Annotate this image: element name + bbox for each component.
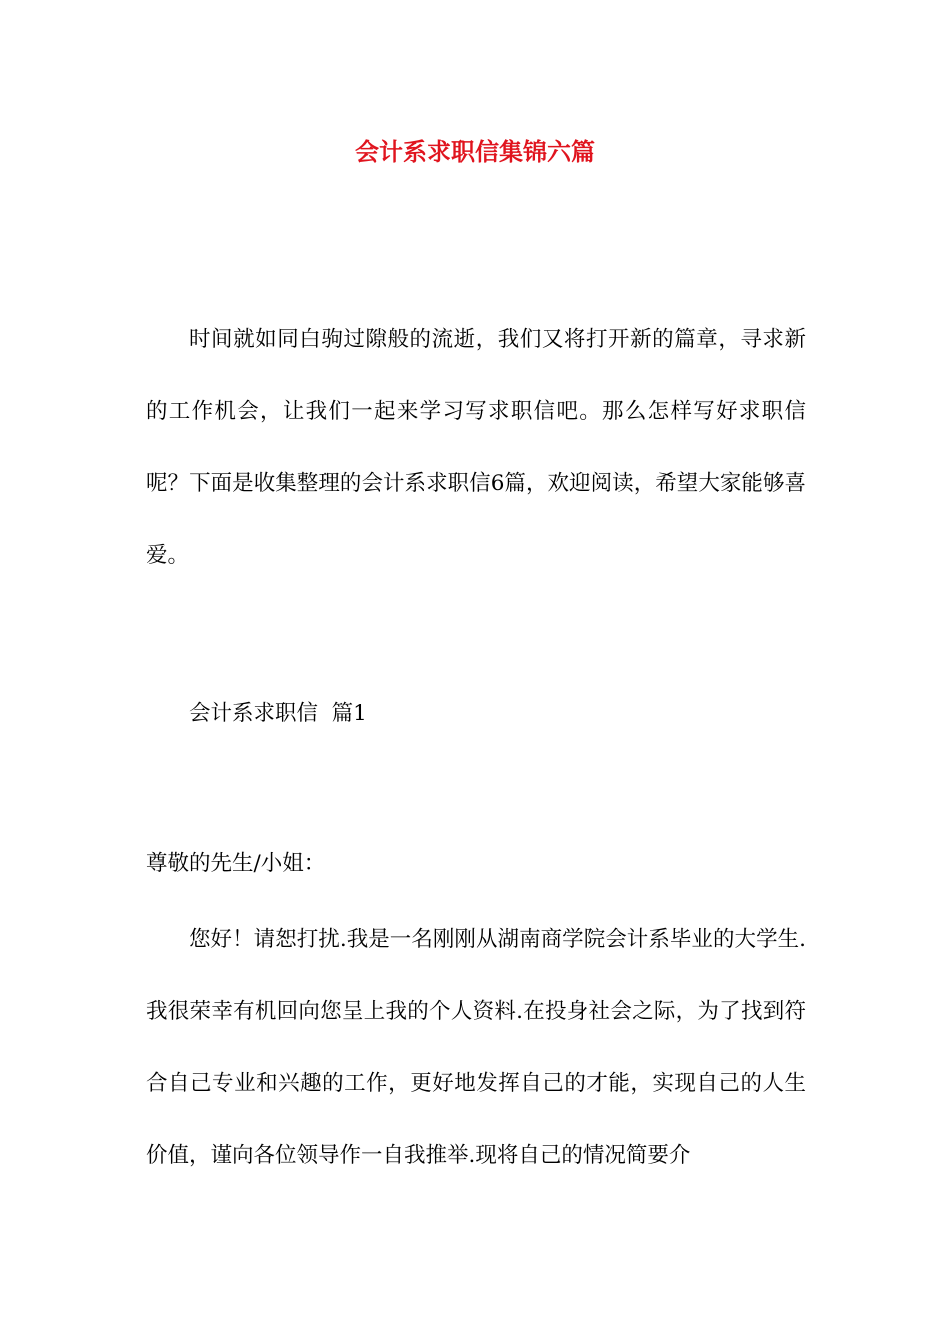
document-title: 会计系求职信集锦六篇 <box>355 137 595 166</box>
section-heading: 会计系求职信 篇1 <box>189 701 367 726</box>
letter-body-paragraph: 您好！请恕打扰.我是一名刚刚从湖南商学院会计系毕业的大学生.我很荣幸有机回向您呈上我的个人资料.在投身社会之际，为了找到符合自己专业和兴趣的工作，更好地发挥自己的才能，实现自己的人生价值，谨向各位领导作一自我推举.现将自己的情况简要介 <box>146 927 806 1168</box>
intro-paragraph: 时间就如同白驹过隙般的流逝，我们又将打开新的篇章，寻求新的工作机会，让我们一起来学习写求职信吧。那么怎样写好求职信呢？下面是收集整理的会计系求职信6篇，欢迎阅读，希望大家能够喜爱。 <box>146 327 806 568</box>
salutation: 尊敬的先生/小姐： <box>146 851 326 876</box>
